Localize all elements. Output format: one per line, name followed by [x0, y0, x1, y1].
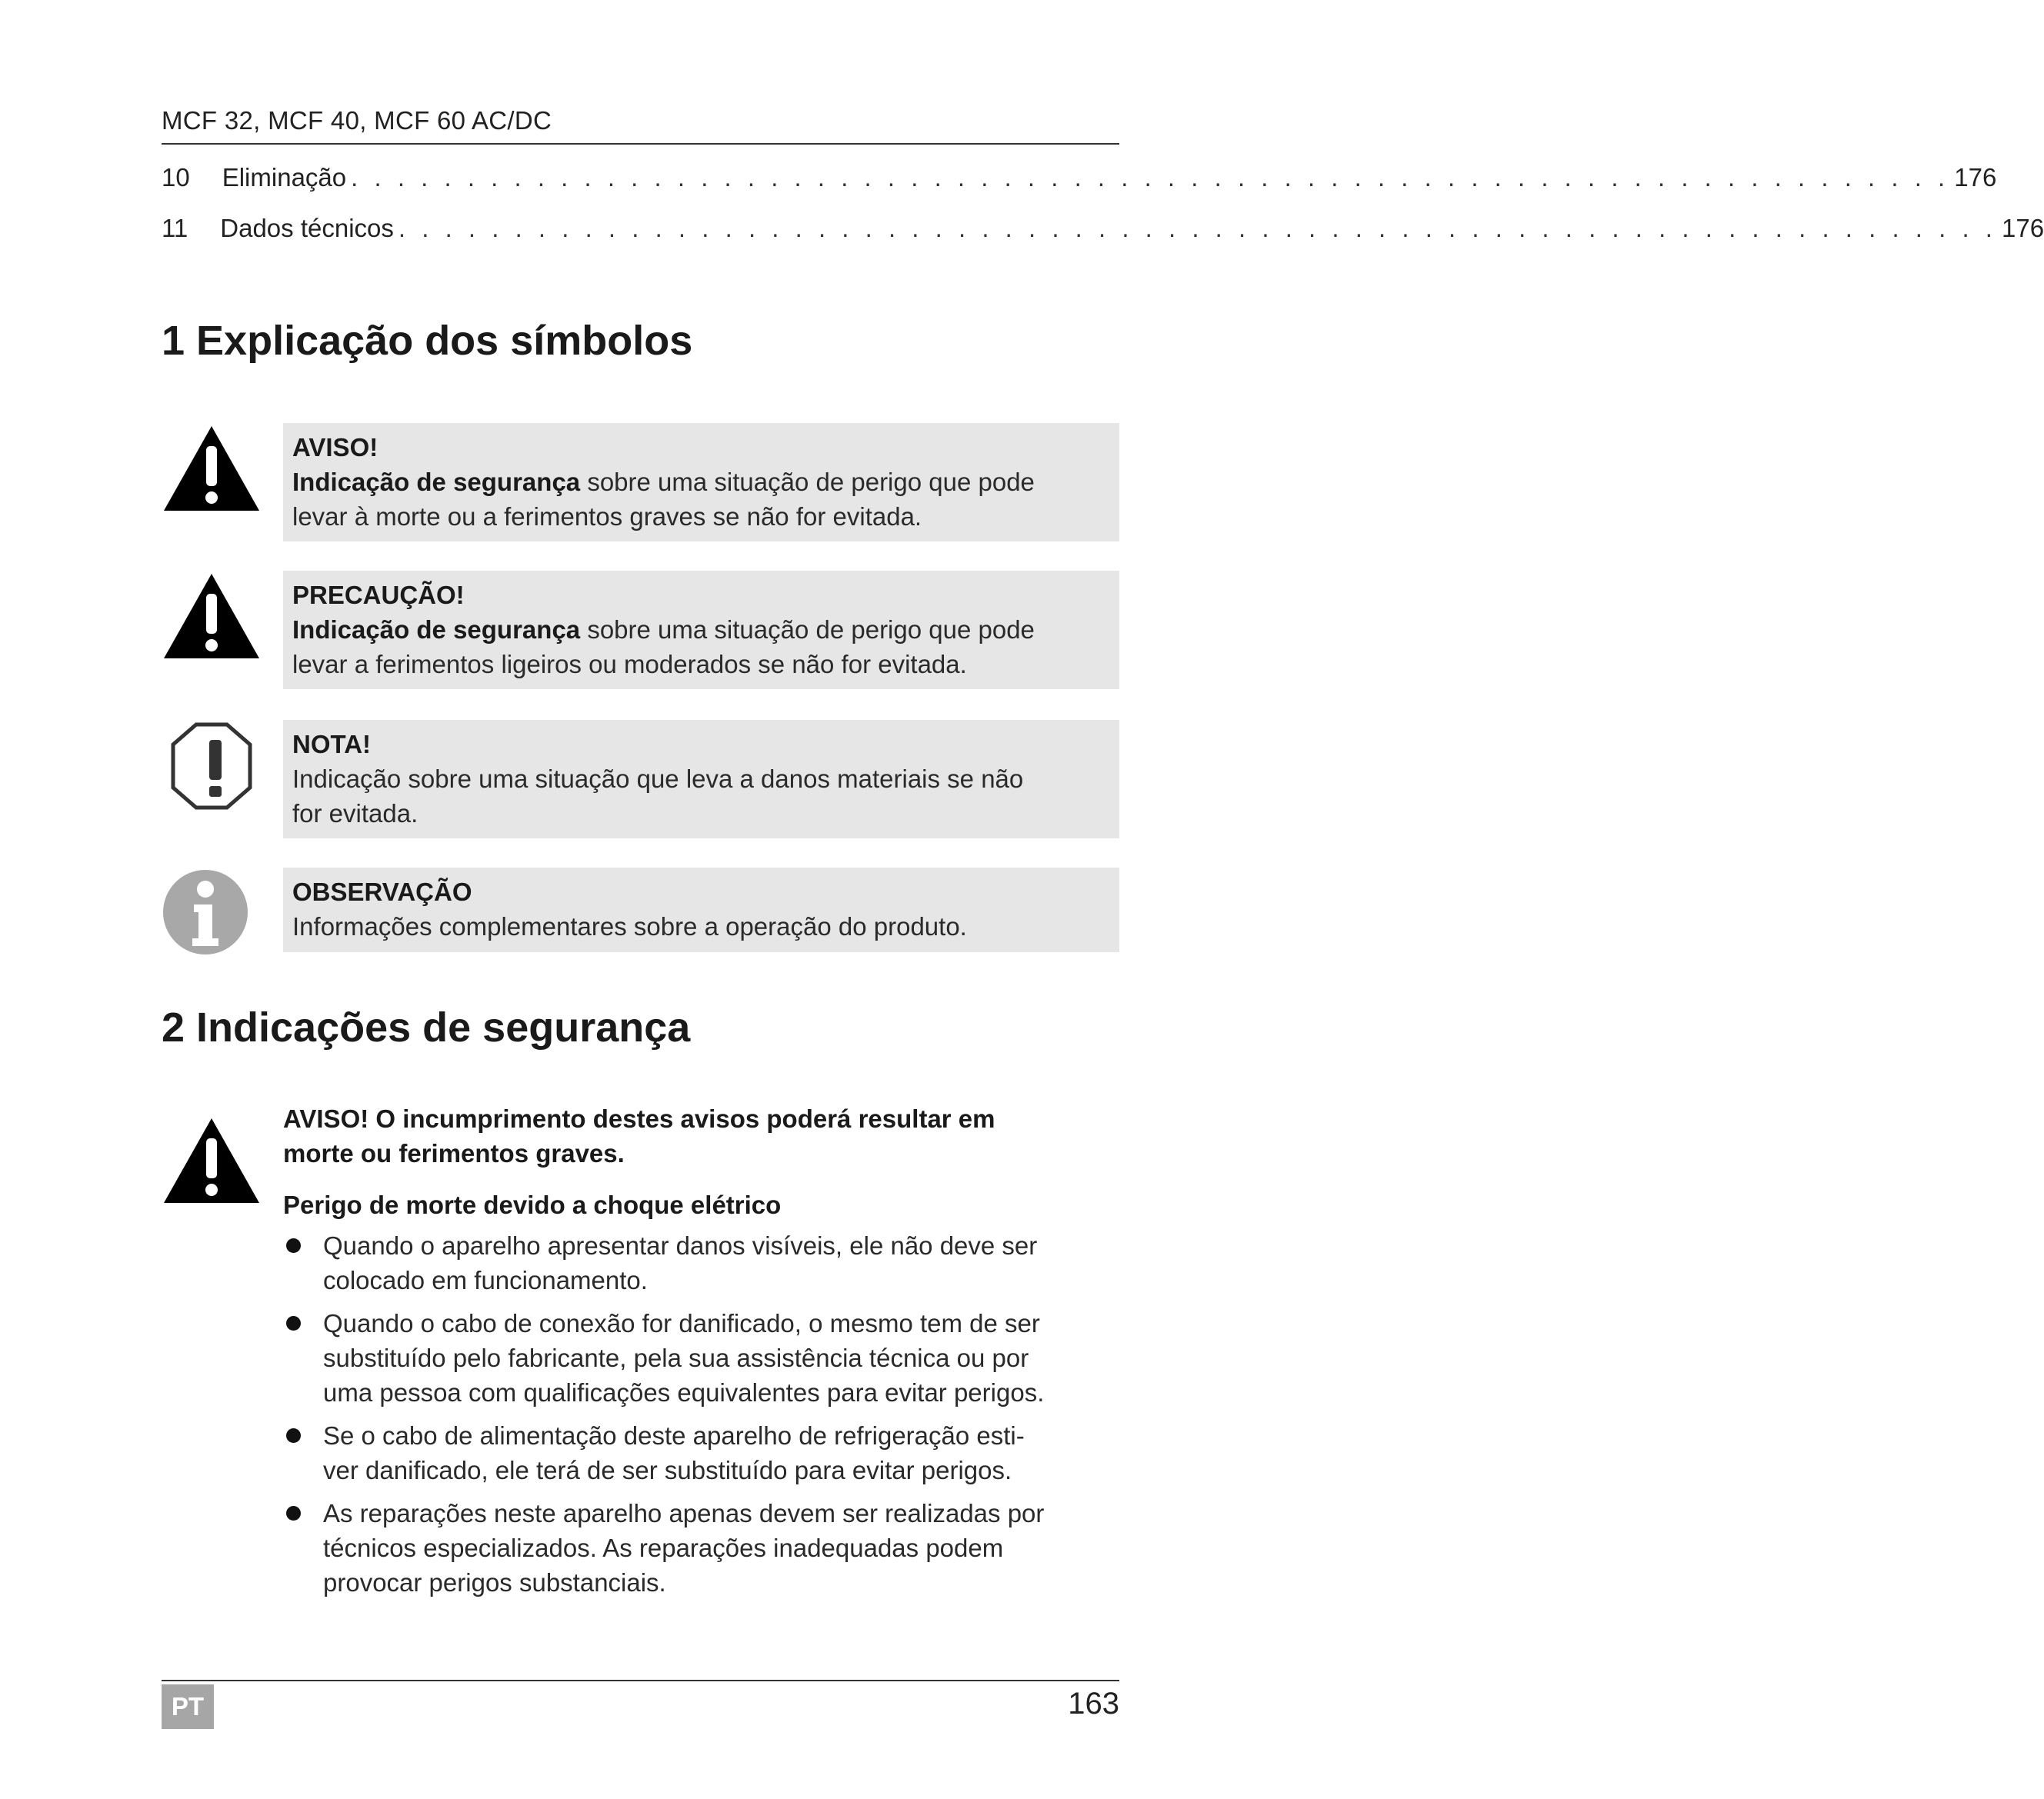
- symbol-text-bold: Indicação de segurança: [292, 615, 581, 644]
- toc-number: 11: [162, 214, 188, 242]
- info-circle-icon: [162, 868, 262, 960]
- notice-octagon-icon: [162, 720, 262, 812]
- symbol-text-line: Informações complementares sobre a operação do produto.: [292, 912, 967, 941]
- toc-leader-dots: . . . . . . . . . . . . . . . . . . . . . . . . . . . . . . . . . . . . . . . . . . . . . . . . . . . . . . . . . . . . . . . . . . . . .: [351, 163, 1950, 192]
- list-item-line: uma pessoa com qualificações equivalentes para evitar perigos.: [323, 1378, 1045, 1407]
- page-header: [162, 106, 1119, 135]
- bullet-dot-icon: [286, 1238, 301, 1253]
- list-item-line: substituído pelo fabricante, pela sua assistência técnica ou por: [323, 1344, 1029, 1372]
- toc-label: Eliminação: [222, 163, 347, 192]
- symbol-text-line: sobre uma situação de perigo que pode: [580, 615, 1035, 644]
- symbol-description-box: [283, 423, 1119, 541]
- language-badge: PT: [162, 1684, 214, 1729]
- symbol-text: [292, 612, 1110, 647]
- toc-leader-dots: . . . . . . . . . . . . . . . . . . . . . . . . . . . . . . . . . . . . . . . . . . . . . . . . . . . . . . . . . . . . . . . . . . . . .: [398, 214, 1997, 242]
- list-item: [283, 1418, 1122, 1488]
- list-item-line: colocado em funcionamento.: [323, 1266, 648, 1294]
- safety-subheading: Perigo de morte devido a choque elétrico: [283, 1191, 782, 1219]
- toc-entry[interactable]: [162, 214, 2044, 265]
- warning-triangle-icon: [162, 571, 262, 663]
- toc-page-number: 176: [2001, 214, 2044, 242]
- symbol-text-line: levar a ferimentos ligeiros ou moderados se não for evitada.: [292, 650, 967, 678]
- bullet-dot-icon: [286, 1316, 301, 1331]
- symbol-title: OBSERVAÇÃO: [292, 878, 472, 906]
- list-item-line: técnicos especializados. As reparações inadequadas podem: [323, 1534, 1004, 1562]
- symbol-text: [292, 465, 1110, 499]
- list-item-line: Quando o cabo de conexão for danificado, o mesmo tem de ser: [323, 1309, 1040, 1338]
- safety-body: [283, 1101, 1122, 1608]
- symbol-description-box: [283, 571, 1119, 689]
- header-divider: [162, 143, 1119, 145]
- header-title: MCF 32, MCF 40, MCF 60 AC/DC: [162, 106, 552, 135]
- symbol-title: NOTA!: [292, 730, 372, 758]
- list-item-line: Quando o aparelho apresentar danos visíveis, ele não deve ser: [323, 1231, 1038, 1260]
- symbol-description-box: [283, 868, 1119, 952]
- list-item-line: provocar perigos substanciais.: [323, 1568, 666, 1597]
- footer-divider: [162, 1680, 1119, 1681]
- page-number: 163: [1068, 1687, 1119, 1721]
- list-item: [283, 1306, 1122, 1410]
- symbol-description-box: [283, 720, 1119, 838]
- bullet-dot-icon: [286, 1428, 301, 1443]
- toc-number: 10: [162, 163, 190, 192]
- bullet-dot-icon: [286, 1506, 301, 1521]
- toc-page-number: 176: [1954, 163, 1997, 192]
- section-heading-safety: 2 Indicações de segurança: [162, 1004, 691, 1051]
- list-item: [283, 1496, 1122, 1600]
- symbol-title: PRECAUÇÃO!: [292, 581, 465, 609]
- list-item-line: As reparações neste aparelho apenas devem ser realizadas por: [323, 1499, 1045, 1527]
- safety-warning-line: AVISO! O incumprimento destes avisos poderá resultar em: [283, 1104, 995, 1133]
- symbol-text-line: for evitada.: [292, 799, 418, 828]
- list-item-line: ver danificado, ele terá de ser substituído para evitar perigos.: [323, 1456, 1012, 1484]
- list-item-line: Se o cabo de alimentação deste aparelho de refrigeração esti-: [323, 1421, 1025, 1450]
- toc-label: Dados técnicos: [220, 214, 394, 242]
- table-of-contents: [162, 163, 2044, 265]
- list-item: [283, 1228, 1122, 1298]
- warning-triangle-icon: [162, 1115, 262, 1208]
- symbol-text-bold: Indicação de segurança: [292, 468, 581, 496]
- toc-entry[interactable]: [162, 163, 1997, 214]
- symbol-text-line: sobre uma situação de perigo que pode: [580, 468, 1035, 496]
- symbol-text-line: Indicação sobre uma situação que leva a danos materiais se não: [292, 765, 1024, 793]
- symbol-title: AVISO!: [292, 433, 378, 461]
- safety-warning-line: morte ou ferimentos graves.: [283, 1139, 625, 1168]
- section-heading-symbols: 1 Explicação dos símbolos: [162, 318, 693, 364]
- symbol-text-line: levar à morte ou a ferimentos graves se não for evitada.: [292, 502, 922, 531]
- safety-bullet-list: [283, 1228, 1122, 1600]
- warning-triangle-icon: [162, 423, 262, 515]
